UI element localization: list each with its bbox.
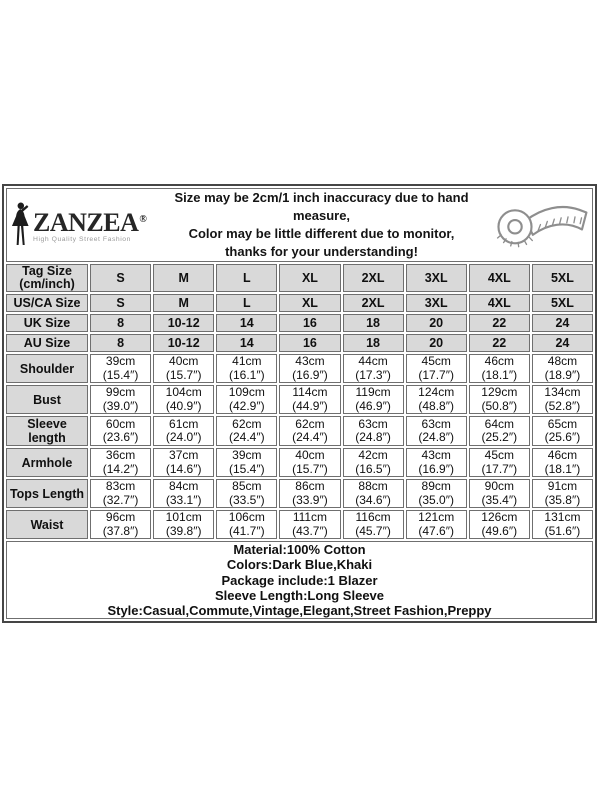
- product-info-line: Package include:1 Blazer: [221, 572, 378, 588]
- header-row: [6, 188, 593, 262]
- measurement-cell: 86cm (33.9″): [279, 479, 340, 508]
- measurement-cell: 39cm (15.4″): [90, 354, 151, 383]
- measurement-cell: 85cm (33.5″): [216, 479, 277, 508]
- measurement-cell: 96cm (37.8″): [90, 510, 151, 539]
- product-info-line: Style:Casual,Commute,Vintage,Elegant,Street Fashion,Preppy: [107, 603, 492, 619]
- brand-tagline: High Quality Street Fashion: [33, 235, 131, 243]
- measurement-cell: 101cm (39.8″): [153, 510, 214, 539]
- measurement-cell: 91cm (35.8″): [532, 479, 593, 508]
- measurement-cell: 134cm (52.8″): [532, 385, 593, 414]
- size-cell: 16: [279, 314, 340, 332]
- size-cell: L: [216, 294, 277, 312]
- measurement-cell: 126cm (49.6″): [469, 510, 530, 539]
- measurement-row-armhole: [6, 448, 593, 477]
- brand-logo: [7, 202, 155, 249]
- measurement-cell: 45cm (17.7″): [469, 448, 530, 477]
- measurement-row-bust: [6, 385, 593, 414]
- product-info-line: Colors:Dark Blue,Khaki: [226, 557, 373, 573]
- brand-name: ZANZEA®: [33, 207, 147, 237]
- size-cell: 3XL: [406, 294, 467, 312]
- size-cell: 14: [216, 314, 277, 332]
- header-cell: [6, 188, 593, 262]
- size-cell: 20: [406, 334, 467, 352]
- size-cell: M: [153, 264, 214, 292]
- measurement-cell: 129cm (50.8″): [469, 385, 530, 414]
- size-row-tag-size: [6, 264, 593, 292]
- product-info-line: Material:100% Cotton: [233, 542, 366, 557]
- size-cell: 22: [469, 334, 530, 352]
- size-chart-table: [2, 184, 597, 623]
- size-cell: 20: [406, 314, 467, 332]
- measurement-cell: 99cm (39.0″): [90, 385, 151, 414]
- measurement-row-waist: [6, 510, 593, 539]
- row-label: Waist: [6, 510, 88, 539]
- measurement-cell: 62cm (24.4″): [279, 416, 340, 446]
- measurement-cell: 124cm (48.8″): [406, 385, 467, 414]
- size-cell: XL: [279, 294, 340, 312]
- size-cell: 5XL: [532, 294, 593, 312]
- measurement-row-tops-length: [6, 479, 593, 508]
- size-cell: L: [216, 264, 277, 292]
- measurement-cell: 44cm (17.3″): [343, 354, 404, 383]
- size-cell: 22: [469, 314, 530, 332]
- product-info-row: [6, 541, 593, 619]
- measuring-tape-icon: [490, 199, 590, 251]
- size-cell: XL: [279, 264, 340, 292]
- row-label: Bust: [6, 385, 88, 414]
- size-cell: 8: [90, 334, 151, 352]
- row-label: UK Size: [6, 314, 88, 332]
- measurement-cell: 116cm (45.7″): [343, 510, 404, 539]
- measurement-row-sleeve-length: [6, 416, 593, 446]
- measurement-cell: 45cm (17.7″): [406, 354, 467, 383]
- measurement-cell: 114cm (44.9″): [279, 385, 340, 414]
- size-cell: 24: [532, 334, 593, 352]
- measurement-cell: 121cm (47.6″): [406, 510, 467, 539]
- measurement-cell: 84cm (33.1″): [153, 479, 214, 508]
- row-label: Armhole: [6, 448, 88, 477]
- size-cell: 16: [279, 334, 340, 352]
- size-cell: 5XL: [532, 264, 593, 292]
- size-cell: 24: [532, 314, 593, 332]
- size-cell: 4XL: [469, 294, 530, 312]
- measurement-cell: 90cm (35.4″): [469, 479, 530, 508]
- measurement-cell: 89cm (35.0″): [406, 479, 467, 508]
- measurement-cell: 109cm (42.9″): [216, 385, 277, 414]
- measurement-cell: 60cm (23.6″): [90, 416, 151, 446]
- size-cell: 4XL: [469, 264, 530, 292]
- measurement-cell: 36cm (14.2″): [90, 448, 151, 477]
- measurement-cell: 88cm (34.6″): [343, 479, 404, 508]
- size-cell: 8: [90, 314, 151, 332]
- woman-silhouette-icon: [7, 202, 31, 249]
- measurement-cell: 61cm (24.0″): [153, 416, 214, 446]
- size-row-au-size: [6, 334, 593, 352]
- measurement-cell: 111cm (43.7″): [279, 510, 340, 539]
- size-cell: 2XL: [343, 294, 404, 312]
- measurement-cell: 131cm (51.6″): [532, 510, 593, 539]
- disclaimer-line: Color may be little different due to monitor,: [188, 226, 455, 241]
- measurement-cell: 40cm (15.7″): [153, 354, 214, 383]
- measurement-cell: 104cm (40.9″): [153, 385, 214, 414]
- size-disclaimer: [155, 189, 488, 261]
- measurement-cell: 43cm (16.9″): [279, 354, 340, 383]
- measurement-cell: 64cm (25.2″): [469, 416, 530, 446]
- measurement-cell: 40cm (15.7″): [279, 448, 340, 477]
- size-row-uk-size: [6, 314, 593, 332]
- product-info-line: Sleeve Length:Long Sleeve: [214, 587, 385, 603]
- measurement-cell: 63cm (24.8″): [406, 416, 467, 446]
- size-cell: 10-12: [153, 334, 214, 352]
- size-cell: 18: [343, 334, 404, 352]
- row-label: AU Size: [6, 334, 88, 352]
- disclaimer-line: Size may be 2cm/1 inch inaccuracy due to hand measure,: [174, 190, 469, 223]
- row-label: Tag Size (cm/inch): [6, 264, 88, 292]
- product-info-cell: [6, 541, 593, 619]
- measurement-cell: 48cm (18.9″): [532, 354, 593, 383]
- measurement-cell: 106cm (41.7″): [216, 510, 277, 539]
- row-label: Shoulder: [6, 354, 88, 383]
- size-cell: 18: [343, 314, 404, 332]
- registered-mark: ®: [139, 213, 147, 225]
- row-label: Tops Length: [6, 479, 88, 508]
- measurement-cell: 46cm (18.1″): [532, 448, 593, 477]
- row-label: US/CA Size: [6, 294, 88, 312]
- measurement-cell: 39cm (15.4″): [216, 448, 277, 477]
- size-cell: 14: [216, 334, 277, 352]
- size-cell: M: [153, 294, 214, 312]
- disclaimer-line: thanks for your understanding!: [225, 244, 418, 259]
- measurement-cell: 41cm (16.1″): [216, 354, 277, 383]
- measurement-row-shoulder: [6, 354, 593, 383]
- size-cell: 10-12: [153, 314, 214, 332]
- size-row-us-ca-size: [6, 294, 593, 312]
- measurement-cell: 83cm (32.7″): [90, 479, 151, 508]
- measurement-cell: 119cm (46.9″): [343, 385, 404, 414]
- size-cell: 2XL: [343, 264, 404, 292]
- measurement-cell: 42cm (16.5″): [343, 448, 404, 477]
- measurement-cell: 43cm (16.9″): [406, 448, 467, 477]
- measurement-cell: 63cm (24.8″): [343, 416, 404, 446]
- measurement-cell: 62cm (24.4″): [216, 416, 277, 446]
- measurement-cell: 46cm (18.1″): [469, 354, 530, 383]
- size-cell: S: [90, 264, 151, 292]
- measurement-cell: 37cm (14.6″): [153, 448, 214, 477]
- measurement-cell: 65cm (25.6″): [532, 416, 593, 446]
- size-cell: 3XL: [406, 264, 467, 292]
- size-cell: S: [90, 294, 151, 312]
- row-label: Sleeve length: [6, 416, 88, 446]
